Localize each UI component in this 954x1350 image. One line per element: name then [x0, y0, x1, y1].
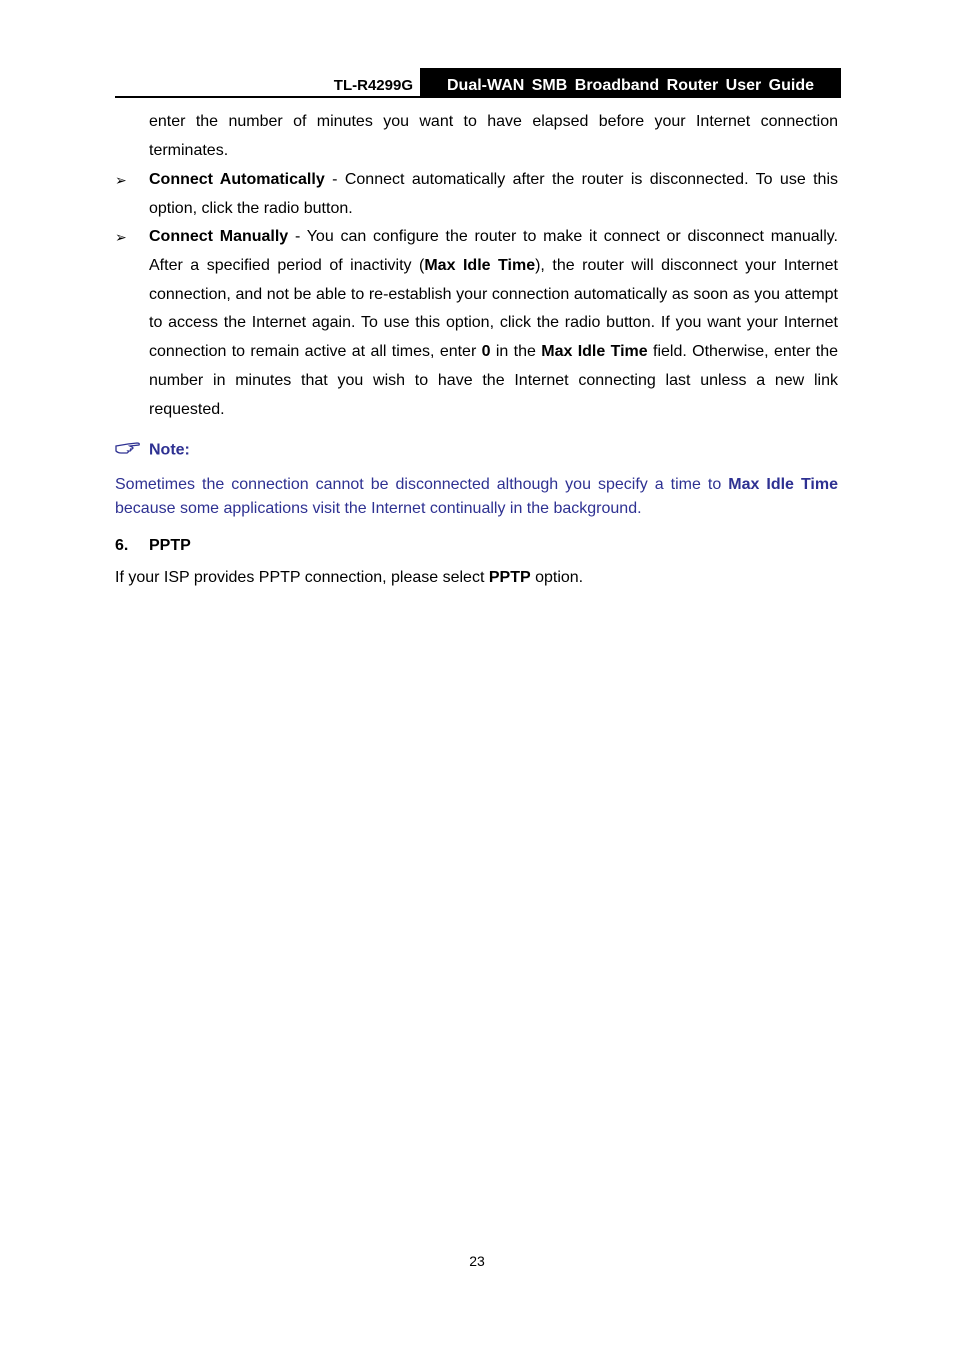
pointing-hand-icon: [115, 440, 141, 461]
bold-term: Connect Manually: [149, 228, 289, 245]
connect-automatically-paragraph: [149, 166, 838, 224]
section-number: 6.: [115, 537, 129, 554]
connect-manually-paragraph: [149, 223, 838, 425]
guide-title: Dual-WAN SMB Broadband Router User Guide: [420, 68, 841, 96]
note-text: [115, 473, 838, 521]
bold-term: Max Idle Time: [541, 343, 648, 361]
paragraph-text: Sometimes the connection cannot be disconnected although you specify a time to: [115, 476, 729, 493]
bold-term: 0: [481, 343, 491, 361]
paragraph-text: If your ISP provides PPTP connection, please select: [115, 569, 489, 586]
paragraph-text: - You can configure the router to make it connect or disconnect manually. After a specified period of inactivity (: [149, 228, 839, 274]
intro-paragraph: enter the number of minutes you want to have elapsed before your Internet connection terminates.: [149, 113, 838, 159]
section-title: PPTP: [149, 537, 191, 554]
note-heading: [115, 440, 190, 461]
paragraph-text: field. Otherwise, enter the number in minutes that you wish to have the Internet connecting last unless a new link requested.: [149, 343, 838, 418]
bold-term: Max Idle Time: [728, 476, 838, 493]
bold-term: Max Idle Time: [424, 256, 536, 274]
paragraph-text: - Connect automatically after the router is disconnected. To use this option, click the radio button.: [149, 171, 839, 217]
bullet-marker: ➢: [115, 229, 127, 245]
paragraph-text: because some applications visit the Internet continually in the background.: [115, 500, 642, 517]
section-heading: [115, 537, 191, 555]
page-number: 23: [469, 1253, 485, 1269]
section-paragraph: [115, 566, 583, 590]
bullet-marker: ➢: [115, 172, 127, 188]
bold-term: Connect Automatically: [149, 171, 325, 188]
paragraph-text: ), the router will disconnect your Internet connection, and not be able to re-establish your connection automatically as soon as you attempt to access the Internet again. To use this option, click the radio button. If you want your Internet connection to remain active at all times, enter: [149, 256, 838, 361]
bold-term: PPTP: [488, 569, 531, 586]
model-name: TL-R4299G: [333, 77, 413, 94]
paragraph-text: option.: [530, 569, 584, 586]
header-rule: [115, 96, 841, 98]
page-header: [115, 68, 841, 98]
paragraph-text: in the: [490, 343, 542, 361]
note-label: Note:: [149, 441, 190, 459]
